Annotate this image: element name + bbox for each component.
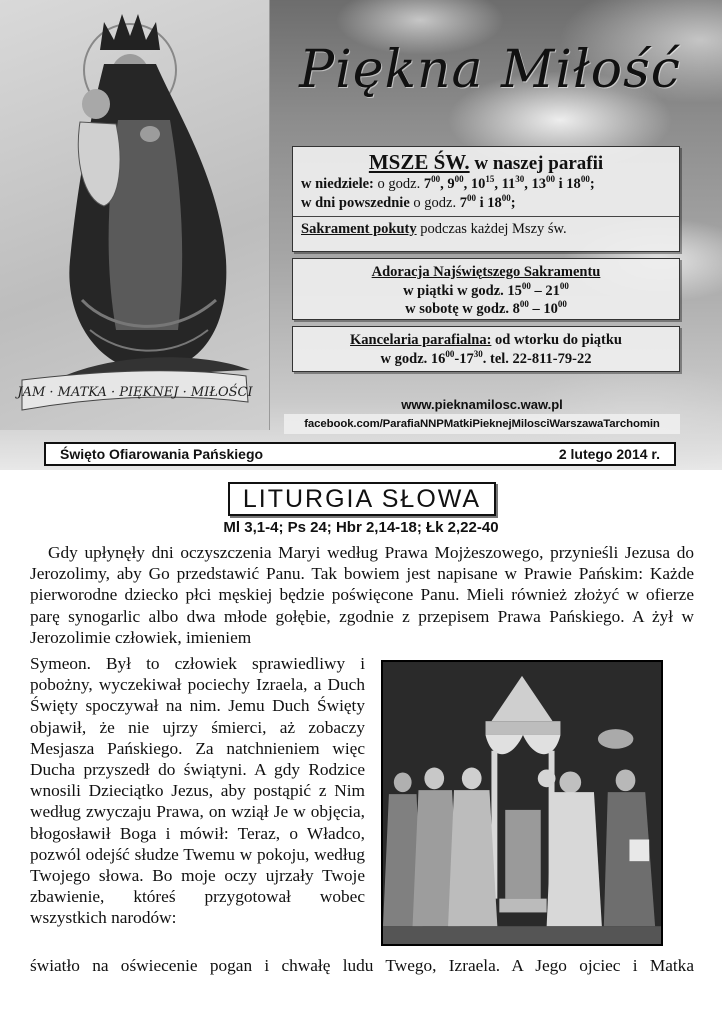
- adoration-saturday: w sobotę w godz. $8^{00} - 10^{00}$: [405, 299, 567, 317]
- adoration-box: [292, 258, 680, 320]
- office-hours: w godz. $16^{00}-17^{30}$. tel. 22-811-79-22: [380, 348, 592, 367]
- issue-date: 2 lutego 2014 r.: [558, 446, 660, 462]
- website-link[interactable]: www.pieknamilosc.waw.pl: [401, 397, 563, 412]
- gospel-paragraph-2: Symeon. Był to człowiek sprawiedliwy i pobożny, wyczekiwał pociechy Izraela, a Duch Święty spoczywał na nim. Jemu Duch Święty objawił, że nie ujrzy śmierci, aż zobaczy Mesjasza Pańskiego. Za natchnieniem więc Ducha przyszedł do świątyni. A gdy Rodzice wnosili Dzieciątko Jezus, aby postąpić z Nim według zwyczaju Prawa, on wziął Je w objęcia, błogosławił Boga i mówił: Teraz, o Władco, pozwól odejść słudze Twemu w pokoju, według Twojego słowa. Bo moje oczy ujrzały Twoje zbawienie, któreś przygotował wobec wszystkich narodów:: [30, 654, 365, 928]
- icon-inscription: JAM · MATKA · PIĘKNEJ · MIŁOŚCI: [17, 385, 253, 400]
- facebook-link[interactable]: facebook.com/ParafiaNNPMatkiPieknejMilosciWarszawaTarchomin: [284, 414, 680, 434]
- confession-info: Sakrament pokuty podczas każdej Mszy św.: [301, 221, 567, 237]
- presentation-fresco-image: [381, 660, 663, 946]
- gospel-paragraph-3: światło na oświecenie pogan i chwałę ludu Twego, Izraela. A Jego ojciec i Matka: [30, 956, 694, 975]
- gospel-paragraph-1: Gdy upłynęły dni oczyszczenia Maryi według Prawa Mojżeszowego, przynieśli Jezusa do Jerozolimy, aby Go przedstawić Panu. Tak bowiem jest napisane w Prawie Pańskim: Każde pierworodne dziecko płci męskiej będzie poświęcone Panu. Mieli również złożyć w ofierze parę synogarlic albo dwa młode gołębie, zgodnie z przepisem Prawa Pańskiego. A żył w Jerozolimie człowiek, imieniem: [30, 543, 694, 647]
- weekday-masses: w dni powszednie o godz. $7^{00}$ i $18^{00}$;: [301, 193, 516, 211]
- date-bar: [44, 442, 676, 466]
- liturgy-heading: LITURGIA SŁOWA: [228, 482, 496, 516]
- madonna-illustration: [0, 0, 270, 430]
- header-banner: [0, 0, 722, 470]
- fresco-illustration: [383, 662, 661, 944]
- office-box: [292, 326, 680, 372]
- madonna-icon-image: [0, 0, 270, 430]
- newsletter-title: Piękna Miłość: [299, 40, 681, 100]
- schedule-panel: [292, 146, 680, 378]
- sunday-masses: w niedziele: o godz. $7^{00}$, $9^{00}$, $10^{15}$, $11^{30}$, $13^{00}$ i $18^{00}$;: [301, 174, 595, 192]
- adoration-heading: Adoracja Najświętszego Sakramentu: [371, 264, 601, 280]
- divider: [293, 216, 679, 217]
- masses-heading: MSZE ŚW. w naszej parafii: [368, 150, 604, 174]
- office-heading: Kancelaria parafialna: od wtorku do piątku: [350, 332, 622, 348]
- feast-name: Święto Ofiarowania Pańskiego: [60, 446, 264, 462]
- adoration-friday: w piątki w godz. $15^{00} - 21^{00}$: [403, 280, 569, 299]
- masses-box: [292, 146, 680, 252]
- readings-reference: Ml 3,1-4; Ps 24; Hbr 2,14-18; Łk 2,22-40: [223, 519, 499, 536]
